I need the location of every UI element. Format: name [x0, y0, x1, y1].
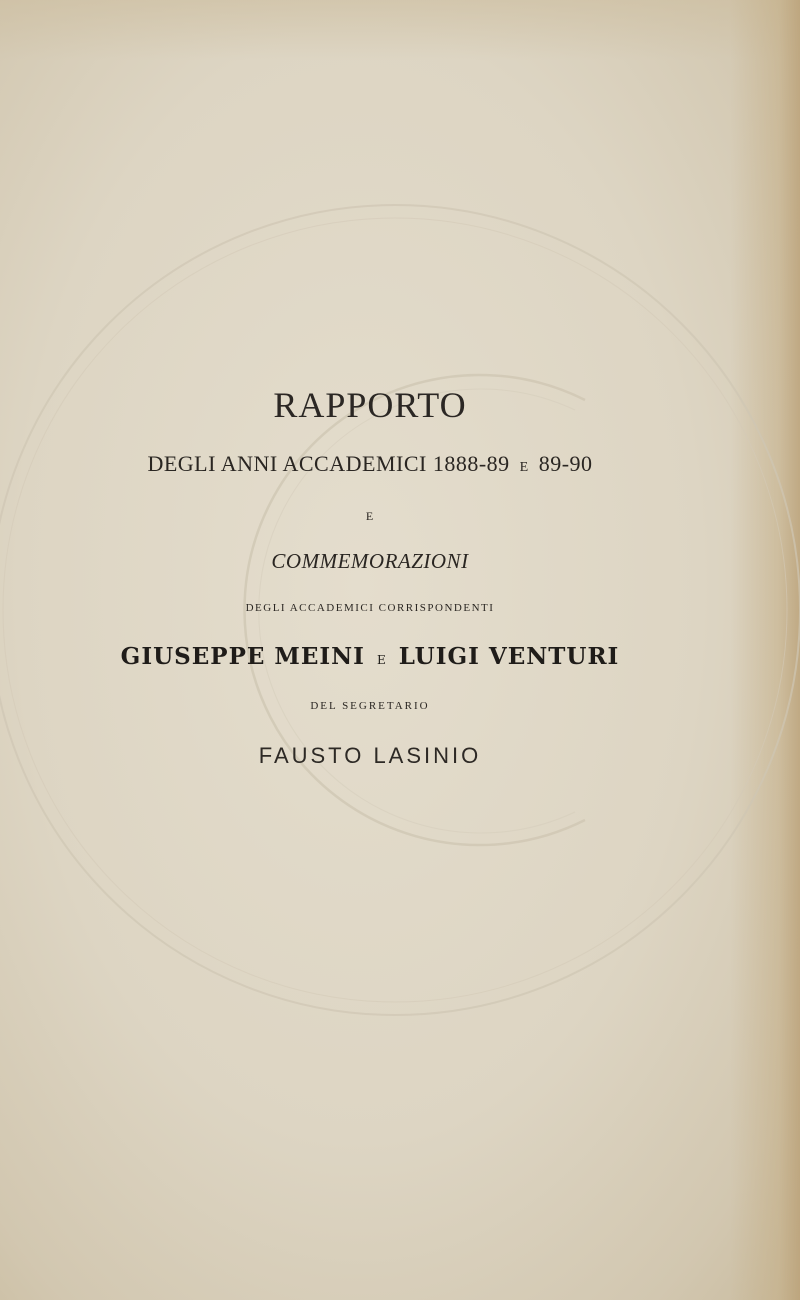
academic-years-suffix: 89-90 — [538, 451, 593, 476]
subtitle: COMMEMORAZIONI — [271, 549, 469, 573]
conjunction-line: E — [365, 509, 375, 523]
academic-years-prefix: DEGLI ANNI ACCADEMICI 1888-89 — [147, 451, 510, 476]
name-conjunction: E — [376, 653, 387, 667]
name-second: LUIGI VENTURI — [398, 643, 620, 670]
name-first: GIUSEPPE MEINI — [120, 643, 365, 670]
commemorated-names — [0, 643, 740, 670]
academics-line: DEGLI ACCADEMICI CORRISPONDENTI — [245, 602, 495, 614]
secretary-line: DEL SEGRETARIO — [310, 700, 430, 712]
academic-years-conjunction: E — [519, 460, 529, 475]
academic-years-line — [0, 451, 740, 477]
main-title: RAPPORTO — [273, 385, 467, 425]
author-name: FAUSTO LASINIO — [258, 743, 482, 768]
